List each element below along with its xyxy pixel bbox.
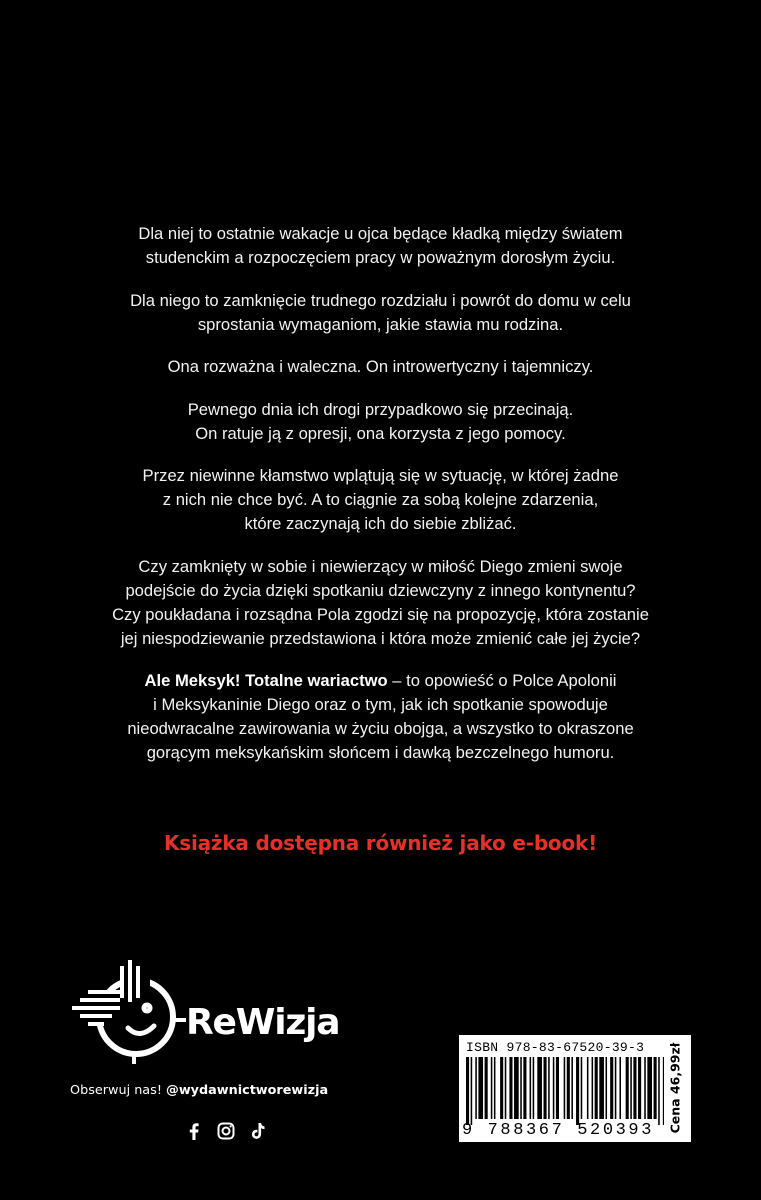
- barcode-bar: [610, 1057, 613, 1119]
- barcode-bar: [514, 1057, 519, 1119]
- blurb-paragraph-2: Dla niego to zamknięcie trudnego rozdziału i powrót do domu w celu sprostania wymaganiom, jakie stawia mu rodzina.: [130, 290, 631, 334]
- blurb-paragraph-7: Ale Meksyk! Totalne wariactwo – to opowieść o Polce Apolonii i Meksykaninie Diego oraz o tym, jak ich spotkanie spowoduje nieodwracalne zawirowania w życiu obojga, a wszystko to okraszone gorącym meksykańskim słońcem i dawką bezczelnego humoru.: [127, 671, 634, 762]
- barcode-bar: [633, 1057, 636, 1119]
- barcode-bar: [576, 1057, 579, 1125]
- follow-us-line: [70, 1083, 328, 1098]
- isbn-text: ISBN 978-83-67520-39-3: [466, 1040, 645, 1055]
- blurb-paragraph-5: Przez niewinne kłamstwo wplątują się w sytuację, w której żadne z nich nie chce być. A to ciągnie za sobą kolejne zdarzenia, które zaczynają ich do siebie zbliżać.: [142, 466, 619, 533]
- barcode-bar: [537, 1057, 542, 1119]
- blurb-paragraph-4: Pewnego dnia ich drogi przypadkowo się przecinają. On ratuje ją z opresji, ona korzysta z jego pomocy.: [187, 399, 574, 443]
- barcode-bar: [548, 1057, 550, 1119]
- barcode-digits: 9 788367 520393: [462, 1121, 655, 1140]
- barcode-bar: [471, 1057, 473, 1125]
- barcode-bar: [505, 1057, 507, 1119]
- barcode-bar: [544, 1057, 547, 1119]
- barcode-bar: [658, 1057, 660, 1125]
- barcode-bar: [626, 1057, 629, 1119]
- barcode-bar: [553, 1057, 555, 1119]
- social-icons: [184, 1121, 268, 1141]
- barcode-bar: [485, 1057, 488, 1119]
- barcode-bar: [599, 1057, 604, 1119]
- barcode-bar: [523, 1057, 526, 1119]
- barcode-bar: [530, 1057, 532, 1119]
- barcode-bar: [587, 1057, 589, 1119]
- facebook-icon[interactable]: [184, 1121, 204, 1141]
- book-title-inline: Ale Meksyk! Totalne wariactwo: [144, 671, 388, 690]
- barcode-bar: [500, 1057, 503, 1119]
- barcode-bar: [571, 1057, 573, 1119]
- ebook-notice: Książka dostępna również jako e-book!: [163, 831, 598, 855]
- instagram-icon[interactable]: [216, 1121, 236, 1141]
- barcode-bar: [638, 1057, 641, 1119]
- back-cover-blurb: [60, 222, 701, 784]
- barcode-bar: [520, 1057, 522, 1119]
- barcode-icon: [466, 1057, 664, 1125]
- social-handle[interactable]: @wydawnictworewizja: [166, 1083, 329, 1098]
- barcode-bar: [533, 1057, 535, 1119]
- follow-label: Obserwuj nas!: [70, 1083, 162, 1098]
- tiktok-icon[interactable]: [248, 1121, 268, 1141]
- barcode-bar: [615, 1057, 617, 1119]
- price-label: Cena 46,99zł: [667, 1042, 683, 1134]
- barcode-bar: [592, 1057, 594, 1119]
- blurb-paragraph-1: Dla niej to ostatnie wakacje u ojca będące kładką między światem studenckim a rozpoczęciem pracy w poważnym dorosłym życiu.: [138, 224, 623, 267]
- barcode-bar: [564, 1057, 566, 1119]
- barcode-bar: [595, 1057, 598, 1119]
- blurb-paragraph-3: Ona rozważna i waleczna. On introwertyczny i tajemniczy.: [167, 357, 594, 376]
- barcode-bar: [466, 1057, 469, 1125]
- barcode-bar: [556, 1057, 559, 1119]
- barcode-bar: [644, 1057, 646, 1119]
- barcode-bar: [491, 1057, 493, 1119]
- barcode-bar: [654, 1057, 657, 1119]
- barcode-bar: [478, 1057, 483, 1119]
- barcode-bar: [494, 1057, 496, 1119]
- barcode-bar: [509, 1057, 512, 1119]
- barcode-bar: [619, 1057, 621, 1119]
- barcode-bar: [475, 1057, 477, 1119]
- blurb-paragraph-6: Czy zamknięty w sobie i niewierzący w miłość Diego zmieni swoje podejście do życia dzięki spotkaniu dziewczyny z innego kontynentu? Czy poukładana i rozsądna Pola zgodzi się na propozycję, która zostanie jej niespodziewanie przedstawiona i która może zmienić całe jej życie?: [112, 556, 649, 648]
- barcode-bar: [567, 1057, 570, 1119]
- barcode-bar: [663, 1057, 664, 1125]
- barcode-bar: [647, 1057, 652, 1119]
- barcode-bar: [581, 1057, 583, 1119]
- barcode-bar: [630, 1057, 632, 1119]
- publisher-name: ReWizja: [186, 1002, 340, 1043]
- isbn-barcode-block: [459, 1035, 691, 1142]
- barcode-bar: [606, 1057, 608, 1119]
